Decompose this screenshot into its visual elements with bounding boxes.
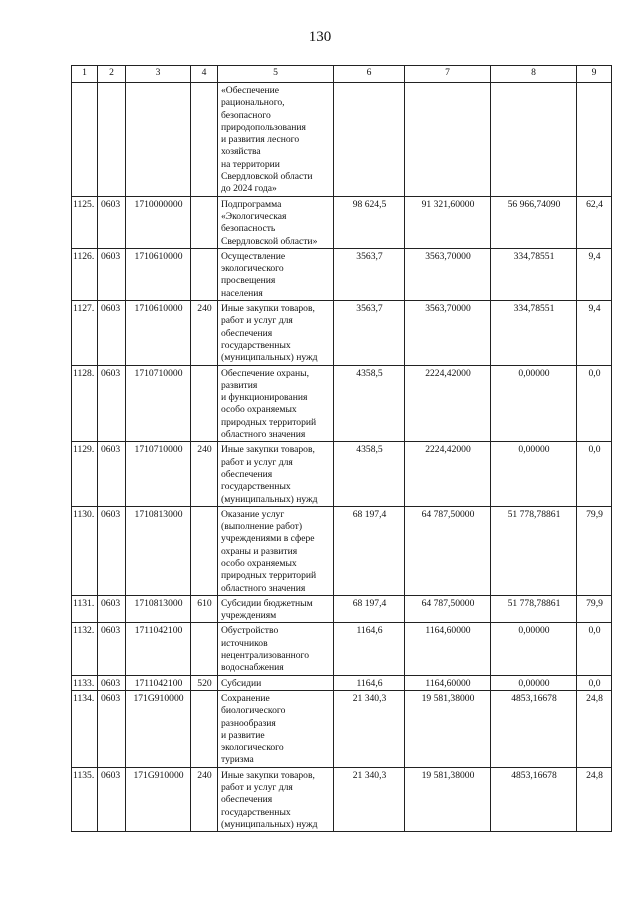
planned-amount-cell: 4358,5: [334, 442, 405, 506]
page-number: 130: [308, 29, 332, 45]
approved-amount-cell: 3563,70000: [405, 248, 491, 300]
row-number-cell: 1128.: [72, 365, 98, 442]
table-row: [72, 83, 612, 197]
expense-type-cell: [191, 83, 218, 197]
planned-amount-cell: [334, 83, 405, 197]
section-code-cell: 0603: [98, 248, 126, 300]
item-name-line: Осуществление: [221, 250, 286, 262]
expense-type-cell: 240: [191, 442, 218, 506]
executed-amount-cell: 334,78551: [491, 301, 577, 365]
row-number-cell: 1125.: [72, 196, 98, 248]
item-name-line: природных территорий: [221, 570, 317, 582]
table-header-row: [72, 66, 612, 83]
item-name-line: на территории: [221, 158, 280, 170]
section-code-cell: 0603: [98, 767, 126, 831]
item-name-line: туризма: [221, 754, 254, 766]
item-name-cell: [218, 595, 334, 623]
execution-percent-cell: 0,0: [577, 675, 612, 690]
item-name-cell: [218, 442, 334, 506]
item-name-line: особо охраняемых: [221, 557, 297, 569]
row-number-cell: 1127.: [72, 301, 98, 365]
expense-type-cell: [191, 623, 218, 675]
item-name-line: областного значения: [221, 429, 306, 441]
section-code-cell: 0603: [98, 623, 126, 675]
item-name-cell: [218, 248, 334, 300]
execution-percent-cell: 0,0: [577, 623, 612, 675]
item-name-line: работ и услуг для: [221, 315, 293, 327]
item-name-line: государственных: [221, 806, 291, 818]
section-code-cell: 0603: [98, 690, 126, 767]
row-number-cell: 1132.: [72, 623, 98, 675]
row-number-cell: 1135.: [72, 767, 98, 831]
item-name-line: (муниципальных) нужд: [221, 493, 318, 505]
section-code-cell: 0603: [98, 675, 126, 690]
item-name-line: безопасного: [221, 109, 271, 121]
target-article-cell: 171G910000: [126, 767, 191, 831]
executed-amount-cell: 56 966,74090: [491, 196, 577, 248]
target-article-cell: 1710610000: [126, 248, 191, 300]
row-number-cell: 1126.: [72, 248, 98, 300]
target-article-cell: 1710710000: [126, 442, 191, 506]
item-name-line: Субсидии: [221, 677, 262, 689]
execution-percent-cell: 24,8: [577, 690, 612, 767]
approved-amount-cell: 1164,60000: [405, 675, 491, 690]
item-name-line: «Экологическая: [221, 210, 287, 222]
item-name-line: Субсидии бюджетным: [221, 597, 313, 609]
table-row: [72, 595, 612, 623]
target-article-cell: 1710813000: [126, 595, 191, 623]
item-name-cell: [218, 690, 334, 767]
item-name-cell: [218, 365, 334, 442]
target-article-cell: 1711042100: [126, 675, 191, 690]
item-name-line: Свердловской области»: [221, 235, 318, 247]
item-name-line: просвещения: [221, 275, 276, 287]
item-name-line: развития: [221, 379, 258, 391]
item-name-line: областного значения: [221, 582, 306, 594]
item-name-line: населения: [221, 287, 263, 299]
item-name-line: государственных: [221, 481, 291, 493]
planned-amount-cell: 3563,7: [334, 301, 405, 365]
item-name-line: нецентрализованного: [221, 650, 310, 662]
item-name-line: (муниципальных) нужд: [221, 352, 318, 364]
executed-amount-cell: 0,00000: [491, 623, 577, 675]
table-row: [72, 442, 612, 506]
section-code-cell: [98, 83, 126, 197]
execution-percent-cell: 9,4: [577, 301, 612, 365]
item-name-line: и развитие: [221, 729, 265, 741]
expense-type-cell: 520: [191, 675, 218, 690]
column-header: 9: [577, 66, 612, 83]
executed-amount-cell: 51 778,78861: [491, 506, 577, 595]
item-name-line: особо охраняемых: [221, 404, 297, 416]
item-name-line: государственных: [221, 339, 291, 351]
item-name-line: обеспечения: [221, 794, 273, 806]
approved-amount-cell: 64 787,50000: [405, 595, 491, 623]
planned-amount-cell: 3563,7: [334, 248, 405, 300]
planned-amount-cell: 98 624,5: [334, 196, 405, 248]
item-name-line: природопользования: [221, 121, 306, 133]
planned-amount-cell: 68 197,4: [334, 595, 405, 623]
item-name-line: (муниципальных) нужд: [221, 818, 318, 830]
planned-amount-cell: 1164,6: [334, 675, 405, 690]
planned-amount-cell: 68 197,4: [334, 506, 405, 595]
expense-type-cell: [191, 196, 218, 248]
item-name-line: рационального,: [221, 97, 285, 109]
column-header: 1: [72, 66, 98, 83]
item-name-line: экологического: [221, 742, 284, 754]
column-header: 3: [126, 66, 191, 83]
executed-amount-cell: 4853,16678: [491, 767, 577, 831]
expense-type-cell: [191, 506, 218, 595]
item-name-cell: [218, 83, 334, 197]
target-article-cell: 1711042100: [126, 623, 191, 675]
section-code-cell: 0603: [98, 301, 126, 365]
item-name-cell: [218, 623, 334, 675]
expense-type-cell: [191, 690, 218, 767]
table-row: [72, 767, 612, 831]
item-name-cell: [218, 675, 334, 690]
section-code-cell: 0603: [98, 442, 126, 506]
item-name-line: Обеспечение охраны,: [221, 367, 309, 379]
execution-percent-cell: 9,4: [577, 248, 612, 300]
item-name-line: источников: [221, 637, 268, 649]
item-name-line: Иные закупки товаров,: [221, 303, 315, 315]
table-row: [72, 365, 612, 442]
executed-amount-cell: 0,00000: [491, 365, 577, 442]
item-name-line: экологического: [221, 263, 284, 275]
item-name-line: учреждениям: [221, 610, 277, 622]
item-name-line: обеспечения: [221, 468, 273, 480]
target-article-cell: 171G910000: [126, 690, 191, 767]
item-name-cell: [218, 196, 334, 248]
target-article-cell: [126, 83, 191, 197]
executed-amount-cell: 0,00000: [491, 442, 577, 506]
approved-amount-cell: 19 581,38000: [405, 767, 491, 831]
expense-type-cell: [191, 365, 218, 442]
item-name-line: «Обеспечение: [221, 85, 279, 96]
item-name-cell: [218, 767, 334, 831]
item-name-line: и развития лесного: [221, 134, 300, 146]
execution-percent-cell: 62,4: [577, 196, 612, 248]
expense-type-cell: 240: [191, 301, 218, 365]
approved-amount-cell: 91 321,60000: [405, 196, 491, 248]
table-row: [72, 506, 612, 595]
planned-amount-cell: 4358,5: [334, 365, 405, 442]
section-code-cell: 0603: [98, 595, 126, 623]
item-name-line: работ и услуг для: [221, 782, 293, 794]
target-article-cell: 1710000000: [126, 196, 191, 248]
item-name-line: Иные закупки товаров,: [221, 444, 315, 456]
expense-type-cell: [191, 248, 218, 300]
row-number-cell: 1130.: [72, 506, 98, 595]
item-name-cell: [218, 301, 334, 365]
column-header: 2: [98, 66, 126, 83]
target-article-cell: 1710710000: [126, 365, 191, 442]
item-name-line: Свердловской области: [221, 171, 313, 183]
expense-type-cell: 240: [191, 767, 218, 831]
target-article-cell: 1710813000: [126, 506, 191, 595]
row-number-cell: 1134.: [72, 690, 98, 767]
row-number-cell: 1131.: [72, 595, 98, 623]
item-name-line: обеспечения: [221, 327, 273, 339]
approved-amount-cell: 3563,70000: [405, 301, 491, 365]
column-header: 8: [491, 66, 577, 83]
target-article-cell: 1710610000: [126, 301, 191, 365]
table-row: [72, 623, 612, 675]
section-code-cell: 0603: [98, 365, 126, 442]
item-name-line: учреждениями в сфере: [221, 533, 315, 545]
item-name-line: биологического: [221, 705, 286, 717]
row-number-cell: 1129.: [72, 442, 98, 506]
item-name-line: работ и услуг для: [221, 456, 293, 468]
table-row: [72, 248, 612, 300]
planned-amount-cell: 1164,6: [334, 623, 405, 675]
item-name-line: хозяйства: [221, 146, 261, 158]
approved-amount-cell: 19 581,38000: [405, 690, 491, 767]
item-name-line: природных территорий: [221, 416, 317, 428]
column-header: 7: [405, 66, 491, 83]
expense-type-cell: 610: [191, 595, 218, 623]
item-name-line: охраны и развития: [221, 545, 298, 557]
budget-table: [71, 65, 612, 832]
execution-percent-cell: 0,0: [577, 365, 612, 442]
table-row: [72, 675, 612, 690]
item-name-line: безопасность: [221, 223, 276, 235]
executed-amount-cell: 334,78551: [491, 248, 577, 300]
approved-amount-cell: [405, 83, 491, 197]
execution-percent-cell: 0,0: [577, 442, 612, 506]
item-name-line: водоснабжения: [221, 662, 284, 674]
executed-amount-cell: 0,00000: [491, 675, 577, 690]
approved-amount-cell: 2224,42000: [405, 365, 491, 442]
column-header: 5: [218, 66, 334, 83]
item-name-line: Оказание услуг: [221, 508, 285, 520]
item-name-line: до 2024 года»: [221, 183, 277, 195]
row-number-cell: 1133.: [72, 675, 98, 690]
approved-amount-cell: 2224,42000: [405, 442, 491, 506]
execution-percent-cell: 24,8: [577, 767, 612, 831]
item-name-line: и функционирования: [221, 392, 308, 404]
execution-percent-cell: 79,9: [577, 595, 612, 623]
planned-amount-cell: 21 340,3: [334, 690, 405, 767]
approved-amount-cell: 1164,60000: [405, 623, 491, 675]
item-name-line: Подпрограмма: [221, 198, 282, 210]
column-header: 4: [191, 66, 218, 83]
executed-amount-cell: 4853,16678: [491, 690, 577, 767]
item-name-line: Обустройство: [221, 625, 279, 637]
approved-amount-cell: 64 787,50000: [405, 506, 491, 595]
executed-amount-cell: 51 778,78861: [491, 595, 577, 623]
executed-amount-cell: [491, 83, 577, 197]
table-row: [72, 690, 612, 767]
column-header: 6: [334, 66, 405, 83]
execution-percent-cell: [577, 83, 612, 197]
execution-percent-cell: 79,9: [577, 506, 612, 595]
table-row: [72, 196, 612, 248]
item-name-cell: [218, 506, 334, 595]
section-code-cell: 0603: [98, 506, 126, 595]
item-name-line: разнообразия: [221, 717, 276, 729]
item-name-line: Сохранение: [221, 692, 270, 704]
item-name-line: (выполнение работ): [221, 521, 303, 533]
item-name-line: Иные закупки товаров,: [221, 769, 315, 781]
planned-amount-cell: 21 340,3: [334, 767, 405, 831]
row-number-cell: [72, 83, 98, 197]
table-row: [72, 301, 612, 365]
section-code-cell: 0603: [98, 196, 126, 248]
